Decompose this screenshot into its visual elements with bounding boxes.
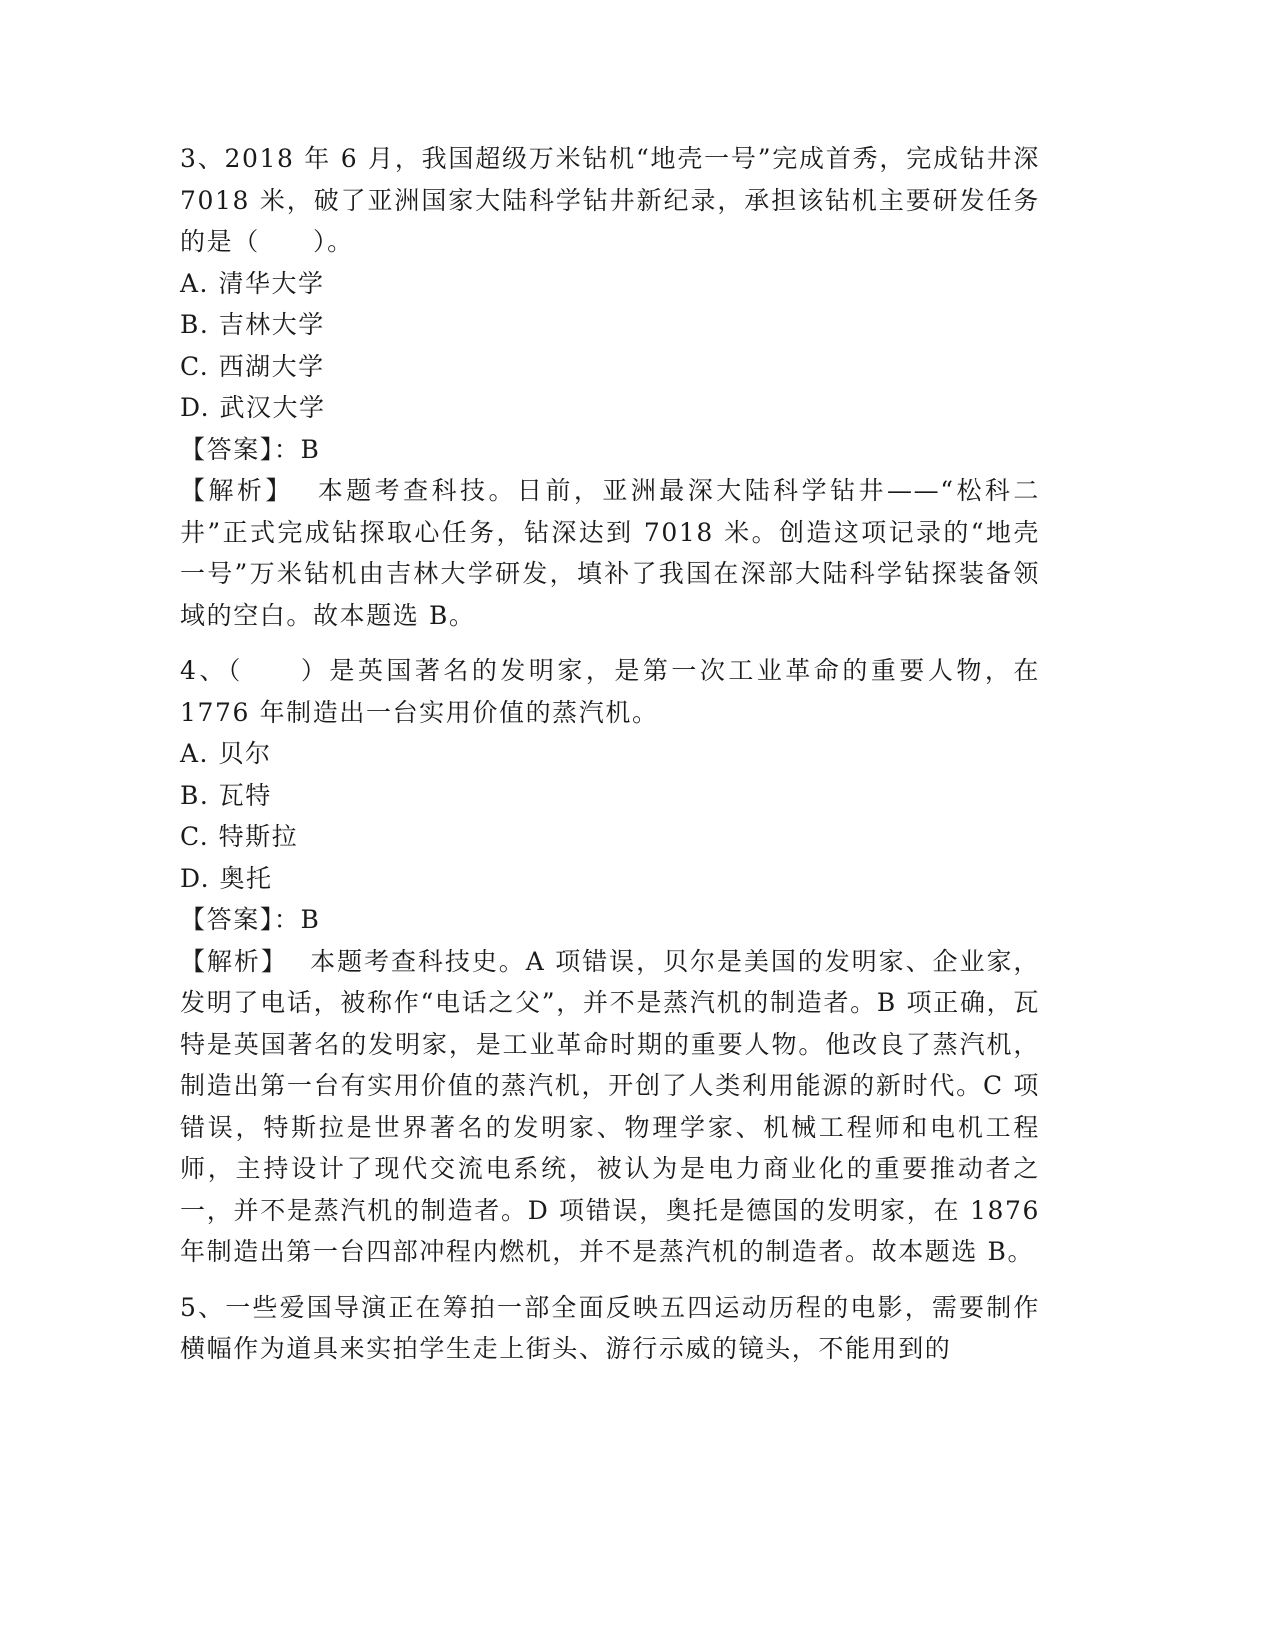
answer-line bbox=[180, 429, 1040, 471]
option-a: A. 清华大学 bbox=[180, 268, 325, 298]
option-d: D. 武汉大学 bbox=[180, 393, 326, 422]
answer-value: B bbox=[300, 905, 321, 934]
question-stem: 5、一些爱国导演正在筹拍一部全面反映五四运动历程的电影，需要制作横幅作为道具来实拍学生走上街头、游行示威的镜头，不能用到的 bbox=[180, 1292, 1040, 1363]
question-5 bbox=[180, 1287, 1040, 1370]
analysis-label: 【解析】 bbox=[180, 476, 294, 505]
answer-line bbox=[180, 899, 1040, 941]
option-b: B. 瓦特 bbox=[180, 780, 272, 810]
analysis-text: 本题考查科技。日前，亚洲最深大陆科学钻井——“松科二井”正式完成钻探取心任务，钻深达到 7018 米。创造这项记录的“地壳一号”万米钻机由吉林大学研发，填补了我国在深部大陆科学钻探装备领域的空白。故本题选 B。 bbox=[180, 476, 1040, 630]
question-stem: 3、2018 年 6 月，我国超级万米钻机“地壳一号”完成首秀，完成钻井深 7018 米，破了亚洲国家大陆科学钻井新纪录，承担该钻机主要研发任务的是（ ）。 bbox=[180, 144, 1040, 256]
option-d: D. 奥托 bbox=[180, 863, 273, 893]
analysis bbox=[180, 941, 1040, 1273]
answer-label: 【答案】： bbox=[180, 905, 301, 934]
question-3 bbox=[180, 138, 1040, 636]
option-c: C. 特斯拉 bbox=[180, 822, 299, 851]
question-4 bbox=[180, 650, 1040, 1273]
option-c: C. 西湖大学 bbox=[180, 351, 325, 381]
analysis bbox=[180, 470, 1040, 636]
analysis-text: 本题考查科技史。A 项错误，贝尔是美国的发明家、企业家，发明了电话，被称作“电话之父”，并不是蒸汽机的制造者。B 项正确，瓦特是英国著名的发明家，是工业革命时期的重要人物。他改良了蒸汽机，制造出第一台有实用价值的蒸汽机，开创了人类利用能源的新时代。C 项错误，特斯拉是世界著名的发明家、物理学家、机械工程师和电机工程师，主持设计了现代交流电系统，被认为是电力商业化的重要推动者之一，并不是蒸汽机的制造者。D 项错误，奥托是德国的发明家，在 1876 年制造出第一台四部冲程内燃机，并不是蒸汽机的制造者。故本题选 B。 bbox=[180, 946, 1040, 1266]
question-stem: 4、（ ）是英国著名的发明家，是第一次工业革命的重要人物，在 1776 年制造出一台实用价值的蒸汽机。 bbox=[180, 656, 1040, 727]
answer-value: B bbox=[300, 434, 321, 464]
option-b: B. 吉林大学 bbox=[180, 310, 325, 339]
answer-label: 【答案】： bbox=[180, 434, 301, 464]
option-a: A. 贝尔 bbox=[180, 739, 272, 768]
analysis-label: 【解析】 bbox=[180, 946, 288, 976]
document-page bbox=[180, 138, 1040, 1370]
